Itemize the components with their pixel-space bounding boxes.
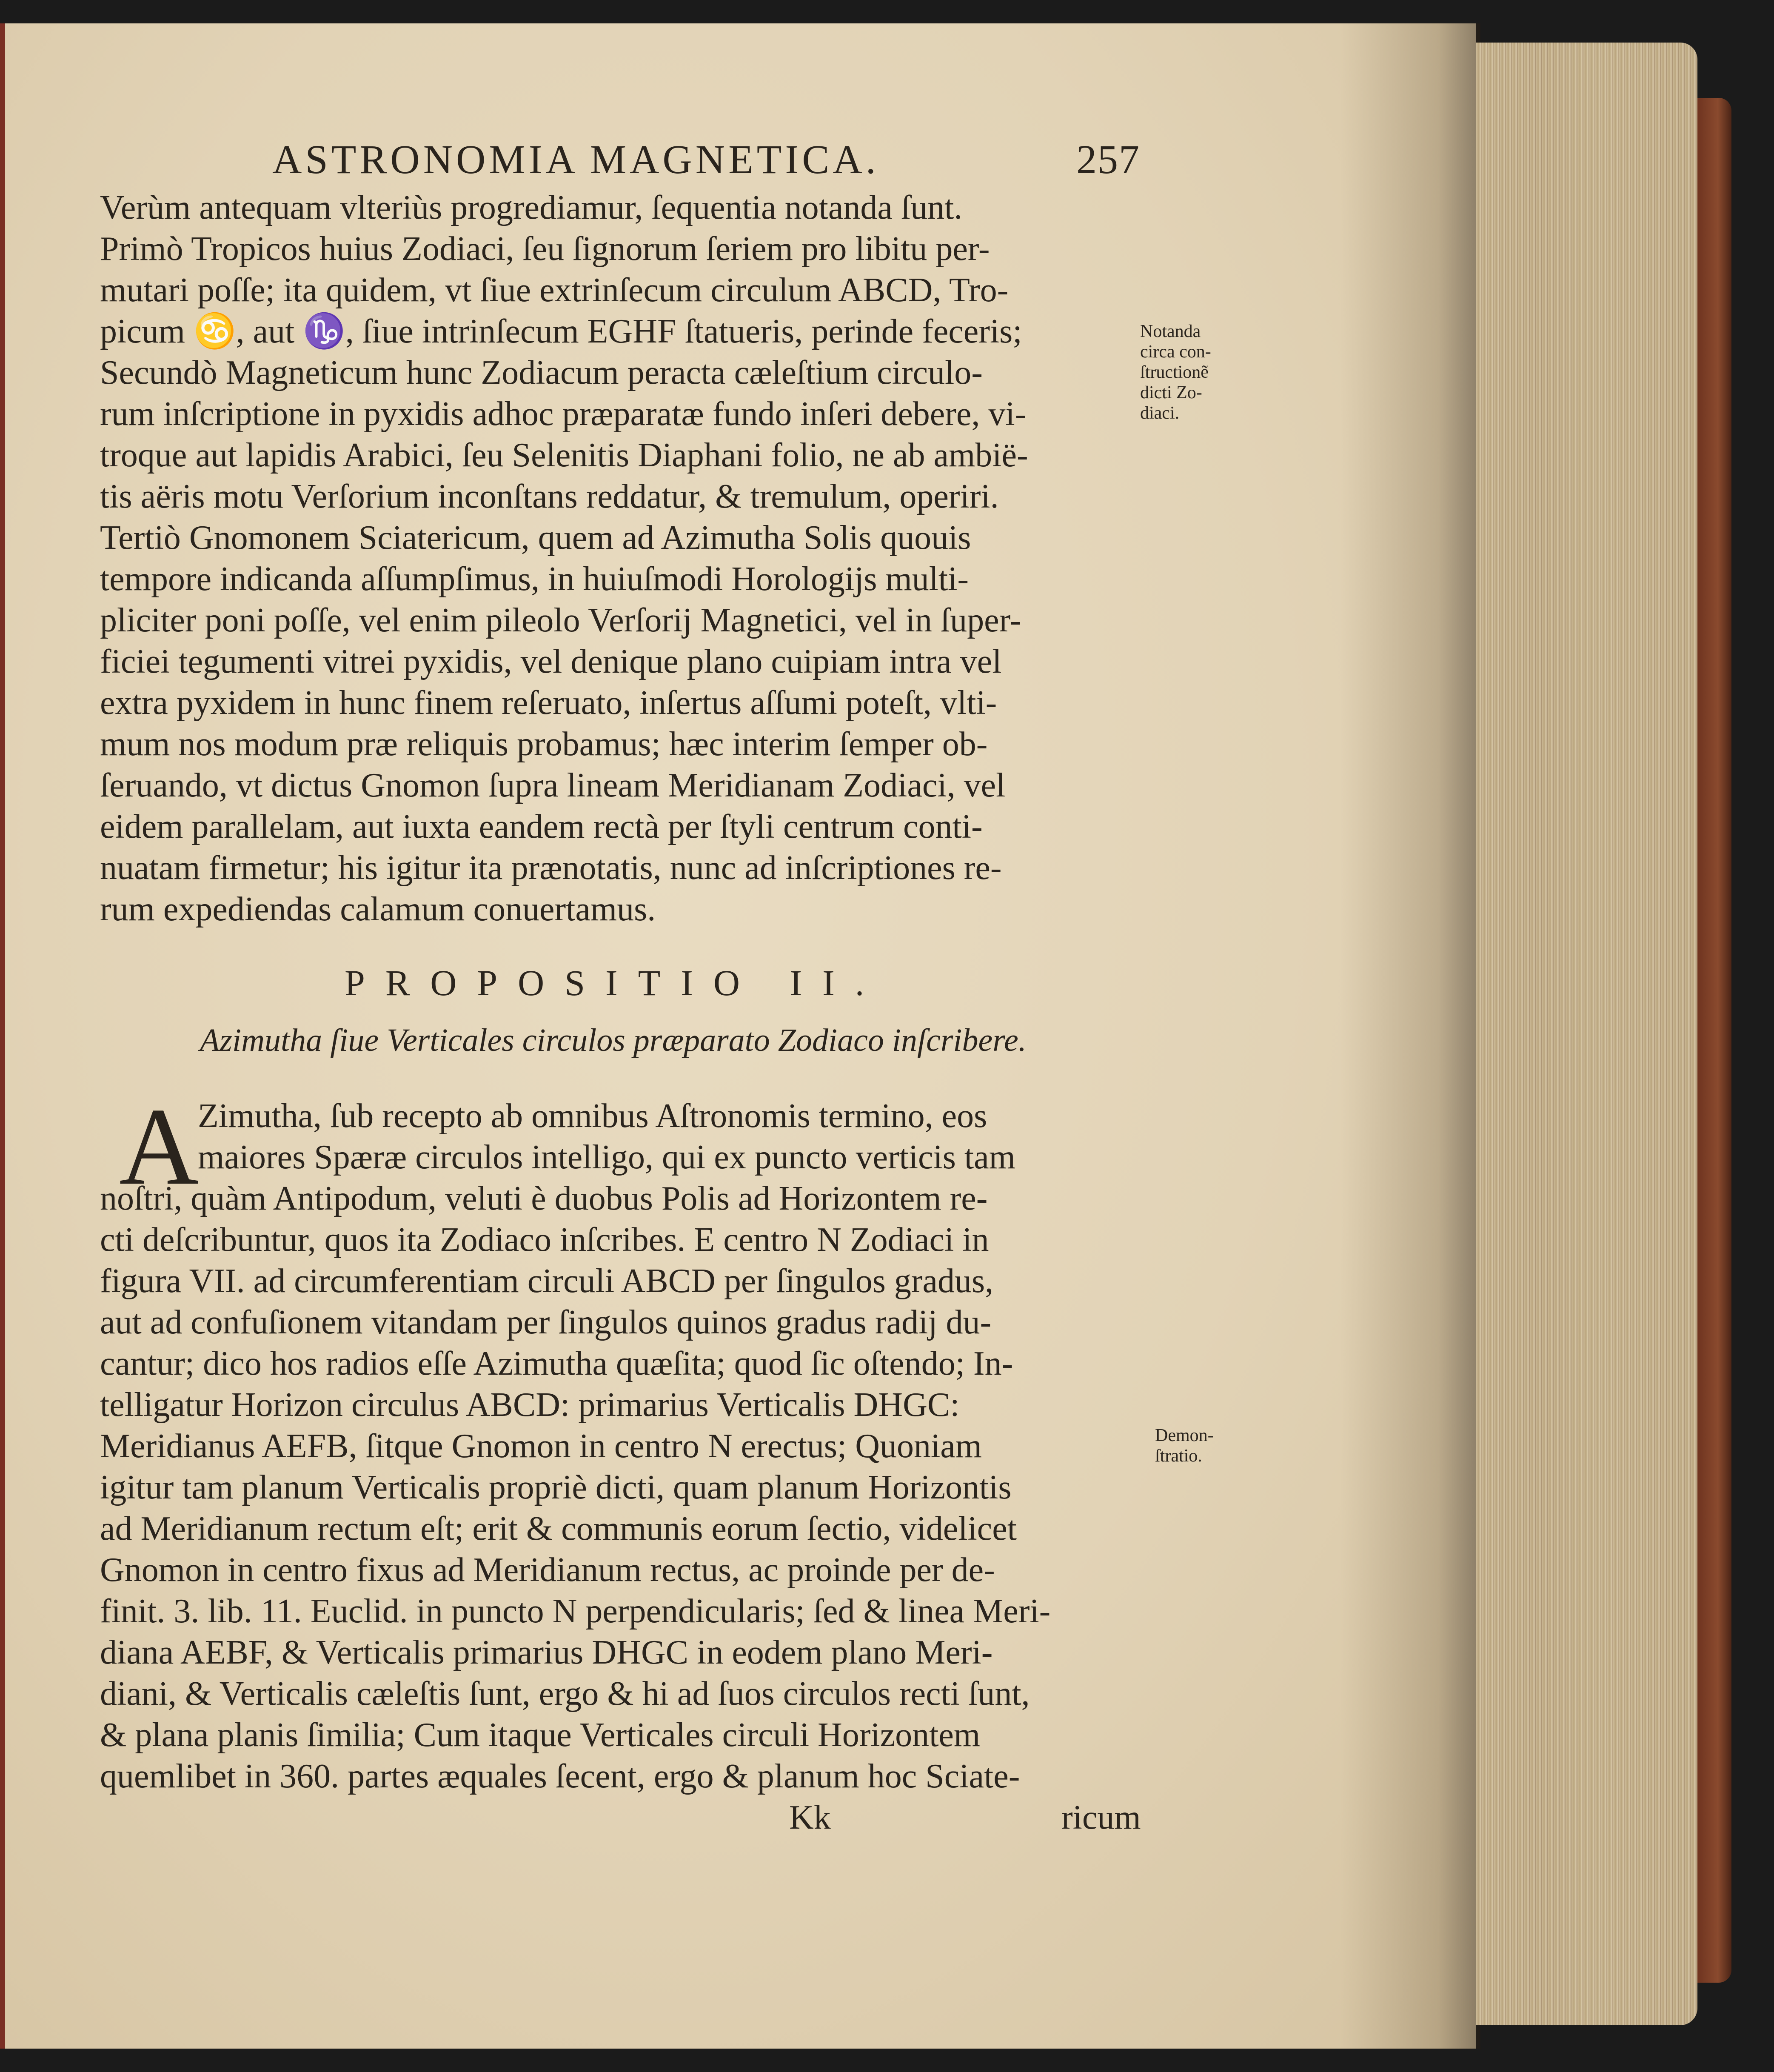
margin-note-notanda [1140, 321, 1211, 423]
text-line: troque aut lapidis Arabici, ſeu Selenitis Diaphani folio, ne ab ambië- [100, 437, 1028, 474]
text-line: Secundò Magneticum hunc Zodiacum peracta cæleſtium circulo- [100, 354, 983, 391]
text-line: finit. 3. lib. 11. Euclid. in puncto N perpendicularis; ſed & linea Meri- [100, 1593, 1051, 1630]
margin-note-line: Demon- [1155, 1426, 1214, 1445]
text-line: ad Meridianum rectum eſt; erit & communis eorum ſectio, videlicet [100, 1510, 1017, 1547]
text-line: nuatam firmetur; his igitur ita prænotatis, nunc ad inſcriptiones re- [100, 849, 1002, 887]
running-title: ASTRONOMIA MAGNETICA. [272, 137, 879, 182]
text-line: tis aëris motu Verſorium inconſtans reddatur, & tremulum, operiri. [100, 478, 999, 515]
text-line: Tertiò Gnomonem Sciatericum, quem ad Azimutha Solis quouis [100, 519, 971, 557]
text-line: figura VII. ad circumferentiam circuli ABCD per ſingulos gradus, [100, 1262, 994, 1300]
text-line: eidem parallelam, aut iuxta eandem rectà per ſtyli centrum conti- [100, 808, 983, 845]
text-line: extra pyxidem in hunc finem reſeruato, inſertus aſſumi poteſt, vlti- [100, 684, 997, 722]
text-line: telligatur Horizon circulus ABCD: primarius Verticalis DHGC: [100, 1386, 960, 1424]
left-cover-edge [0, 23, 5, 2049]
page-number: 257 [1076, 137, 1140, 182]
text-line: ſeruando, vt dictus Gnomon ſupra lineam Meridianam Zodiaci, vel [100, 767, 1006, 804]
text-line: cantur; dico hos radios eſſe Azimutha quæſita; quod ſic oſtendo; In- [100, 1345, 1013, 1382]
margin-note-line: Notanda [1140, 322, 1201, 341]
text-line: aut ad confuſionem vitandam per ſingulos quinos gradus radij du- [100, 1304, 992, 1341]
text-line: Primò Tropicos huius Zodiaci, ſeu ſignorum ſeriem pro libitu per- [100, 230, 990, 268]
text-line: mutari poſſe; ita quidem, vt ſiue extrinſecum circulum ABCD, Tro- [100, 271, 1009, 309]
margin-note-line: circa con- [1140, 342, 1211, 362]
catchword: ricum [1061, 1799, 1141, 1836]
text-line: & plana planis ſimilia; Cum itaque Verticales circuli Horizontem [100, 1716, 981, 1754]
text-line: pliciter poni poſſe, vel enim pileolo Verſorij Magnetici, vel in ſuper- [100, 602, 1021, 639]
text-line: igitur tam planum Verticalis propriè dicti, quam planum Horizontis [100, 1469, 1012, 1506]
text-line: diana AEBF, & Verticalis primarius DHGC in eodem plano Meri- [100, 1634, 993, 1671]
book-cover [1697, 98, 1731, 1983]
text-line: rum expediendas calamum conuertamus. [100, 890, 656, 928]
text-line: cti deſcribuntur, quos ita Zodiaco inſcribes. E centro N Zodiaci in [100, 1221, 989, 1259]
margin-note-line: ſtructionẽ [1140, 362, 1209, 382]
page-header [272, 132, 1140, 187]
proposition-title: PROPOSITIO II. [345, 962, 885, 1003]
text-line: Verùm antequam vlteriùs progrediamur, ſequentia notanda ſunt. [100, 189, 963, 226]
text-line: diani, & Verticalis cæleſtis ſunt, ergo & hi ad ſuos circulos recti ſunt, [100, 1675, 1030, 1712]
text-line: rum inſcriptione in pyxidis adhoc præparatæ fundo inſeri debere, vi- [100, 395, 1027, 433]
text-line: quemlibet in 360. partes æquales ſecent, ergo & planum hoc Sciate- [100, 1758, 1020, 1795]
text-line: mum nos modum præ reliquis probamus; hæc interim ſemper ob- [100, 725, 988, 763]
margin-note-demonstratio [1155, 1425, 1214, 1466]
margin-note-line: dicti Zo- [1140, 383, 1202, 402]
text-line: tempore indicanda aſſumpſimus, in huiuſmodi Horologijs multi- [100, 560, 969, 598]
drop-capital: A [119, 1085, 199, 1208]
gutter-shadow [1340, 23, 1480, 2049]
text-line: noſtri, quàm Antipodum, veluti è duobus Polis ad Horizontem re- [100, 1180, 988, 1217]
text-line: Zimutha, ſub recepto ab omnibus Aſtronomis termino, eos [198, 1097, 987, 1135]
text-line: Gnomon in centro fixus ad Meridianum rectus, ac proinde per de- [100, 1551, 995, 1589]
page-edges [1476, 43, 1697, 2025]
text-line: ficiei tegumenti vitrei pyxidis, vel denique plano cuipiam intra vel [100, 643, 1002, 680]
margin-note-line: ſtratio. [1155, 1446, 1202, 1466]
text-line: picum ♋, aut ♑, ſiue intrinſecum EGHF ſtatueris, perinde feceris; [100, 313, 1022, 350]
signature-mark: Kk [789, 1799, 831, 1836]
text-line: Meridianus AEFB, ſitque Gnomon in centro N erectus; Quoniam [100, 1427, 982, 1465]
margin-note-line: diaci. [1140, 403, 1180, 423]
proposition-subtitle: Azimutha ſiue Verticales circulos præparato Zodiaco inſcribere. [200, 1022, 1027, 1058]
text-line: maiores Spæræ circulos intelligo, qui ex puncto verticis tam [198, 1139, 1015, 1176]
